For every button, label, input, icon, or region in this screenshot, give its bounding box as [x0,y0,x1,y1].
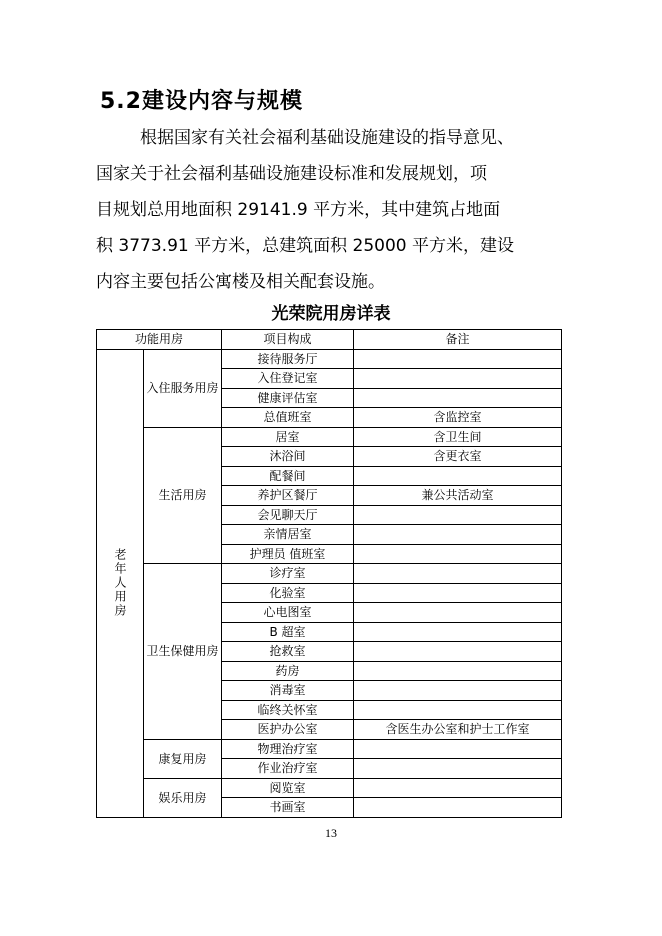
item-cell: 亲情居室 [222,525,354,545]
header-function-rooms: 功能用房 [97,330,222,350]
item-cell: 配餐间 [222,466,354,486]
note-cell [354,661,562,681]
paragraph-line: 内容主要包括公寓楼及相关配套设施。 [96,272,385,292]
item-cell: 会见聊天厅 [222,505,354,525]
note-cell: 兼公共活动室 [354,486,562,506]
note-cell [354,564,562,584]
note-cell: 含更衣室 [354,447,562,467]
item-cell: 心电图室 [222,603,354,623]
item-cell: 居室 [222,427,354,447]
note-cell [354,622,562,642]
note-cell [354,642,562,662]
note-cell: 含医生办公室和护士工作室 [354,720,562,740]
room-detail-table [96,329,562,818]
subcategory-cell: 入住服务用房 [144,349,222,427]
item-cell: 临终关怀室 [222,700,354,720]
header-notes: 备注 [354,330,562,350]
table-row [97,427,562,447]
table-row [97,739,562,759]
item-cell: 药房 [222,661,354,681]
note-cell [354,681,562,701]
subcategory-cell: 卫生保健用房 [144,564,222,740]
item-cell: 化验室 [222,583,354,603]
table-row [97,349,562,369]
paragraph-line: 目规划总用地面积 29141.9 平方米，其中建筑占地面 [96,200,501,220]
note-cell [354,505,562,525]
category-cell [97,349,144,817]
table-title: 光荣院用房详表 [271,304,391,324]
item-cell: 健康评估室 [222,388,354,408]
item-cell: 诊疗室 [222,564,354,584]
note-cell [354,544,562,564]
item-cell: 入住登记室 [222,369,354,389]
section-heading: 5.2建设内容与规模 [100,89,303,114]
subcategory-cell: 生活用房 [144,427,222,564]
item-cell: B 超室 [222,622,354,642]
paragraph-line: 国家关于社会福利基础设施建设标准和发展规划，项 [96,164,487,184]
table-header-row [97,330,562,350]
note-cell: 含卫生间 [354,427,562,447]
item-cell: 抢救室 [222,642,354,662]
item-cell: 沐浴间 [222,447,354,467]
body-paragraph [96,120,566,300]
note-cell [354,369,562,389]
subcategory-cell: 娱乐用房 [144,778,222,817]
note-cell [354,388,562,408]
item-cell: 物理治疗室 [222,739,354,759]
table-row [97,564,562,584]
page-number: 13 [325,826,337,840]
header-items: 项目构成 [222,330,354,350]
note-cell [354,466,562,486]
note-cell: 含监控室 [354,408,562,428]
item-cell: 总值班室 [222,408,354,428]
table-row [97,778,562,798]
note-cell [354,583,562,603]
note-cell [354,603,562,623]
item-cell: 养护区餐厅 [222,486,354,506]
note-cell [354,700,562,720]
item-cell: 阅览室 [222,778,354,798]
paragraph-line: 积 3773.91 平方米，总建筑面积 25000 平方米，建设 [96,236,514,256]
item-cell: 护理员 值班室 [222,544,354,564]
note-cell [354,525,562,545]
item-cell: 接待服务厅 [222,349,354,369]
note-cell [354,798,562,818]
item-cell: 书画室 [222,798,354,818]
note-cell [354,349,562,369]
paragraph-line: 根据国家有关社会福利基础设施建设的指导意见、 [140,128,514,148]
note-cell [354,739,562,759]
item-cell: 医护办公室 [222,720,354,740]
category-label: 老年人用房 [113,548,127,618]
item-cell: 作业治疗室 [222,759,354,779]
item-cell: 消毒室 [222,681,354,701]
note-cell [354,759,562,779]
note-cell [354,778,562,798]
subcategory-cell: 康复用房 [144,739,222,778]
